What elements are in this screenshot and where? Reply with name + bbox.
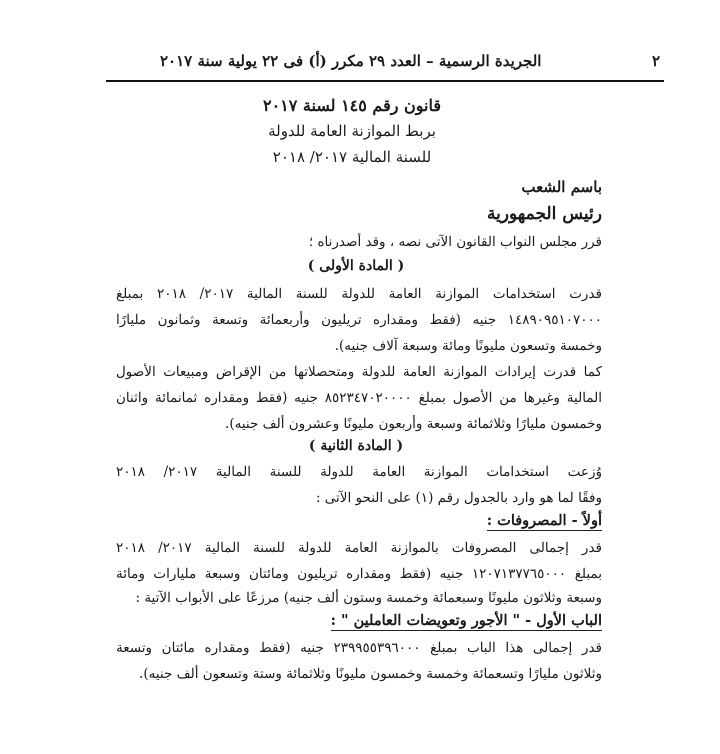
- article1-revenue-line: المالية وغيرها من الأصول بمبلغ ٨٥٢٣٤٧٠٢٠٠٠٠ جنيه (فقط ومقداره ثمانمائة واثنان: [116, 390, 602, 406]
- article1-heading: ( المادة الأولى ): [307, 258, 405, 274]
- page-header: [160, 46, 660, 76]
- decree-line: قرر مجلس النواب القانون الآتى نصه ، وقد أصدرناه ؛: [308, 234, 602, 250]
- president-heading: رئيس الجمهورية: [486, 204, 602, 224]
- article1-revenue-line: كما قدرت إيرادات الموازنة العامة للدولة ومتحصلاتها من الإقراض ومبيعات الأصول: [116, 364, 602, 380]
- in-the-name-of-people: باسم الشعب: [521, 178, 602, 196]
- expenditures-line: وسبعة وثلاثون مليونًا وسبعمائة وخمسة وستون ألف جنيه) مرزعًا على الأبواب الآتية :: [135, 590, 602, 606]
- header-divider: [106, 80, 664, 82]
- article2-heading: ( المادة الثانية ): [308, 438, 404, 454]
- article1-line: وخمسة وتسعون مليونًا ومائة وسبعة آلاف جنيه).: [334, 338, 602, 354]
- chapter1-heading: الباب الأول - " الأجور وتعويضات العاملين " :: [330, 612, 602, 629]
- article1-line: ١٤٨٩٠٩٥١٠٧٠٠٠ جنيه (فقط ومقداره تريليون وأربعمائة وتسعة وثمانون مليارًا: [116, 312, 602, 328]
- expenditures-heading: أولاً - المصروفات :: [486, 512, 602, 529]
- chapter1-line: وثلاثون مليارًا وتسعمائة وخمسة وخمسون مليونًا وثلاثمائة وستة وتسعون ألف جنيه).: [139, 666, 602, 682]
- article2-line: وُزعت استخدامات الموازنة العامة للدولة للسنة المالية ٢٠١٧/ ٢٠١٨: [116, 464, 602, 480]
- chapter1-line: قدر إجمالى هذا الباب بمبلغ ٢٣٩٩٥٥٣٩٦٠٠٠ جنيه (فقط ومقداره مائتان وتسعة: [116, 640, 602, 656]
- law-subtitle-line1: بربط الموازنة العامة للدولة: [268, 122, 436, 140]
- law-subtitle-line2: للسنة المالية ٢٠١٧/ ٢٠١٨: [272, 148, 432, 166]
- article2-line: وفقًا لما هو وارد بالجدول رقم (١) على النحو الآتى :: [315, 490, 602, 506]
- article1-line: قدرت استخدامات الموازنة العامة للدولة للسنة المالية ٢٠١٧/ ٢٠١٨ بمبلغ: [116, 286, 602, 302]
- article1-revenue-line: وخمسون مليارًا وثلاثمائة وسبعة وأربعون مليونًا وعشرون ألف جنيه).: [225, 416, 602, 432]
- expenditures-line: بمبلغ ١٢٠٧١٣٧٧٦٥٠٠٠ جنيه (فقط ومقداره تريليون ومائتان وسبعة مليارات ومائة: [116, 566, 602, 582]
- law-title: قانون رقم ١٤٥ لسنة ٢٠١٧: [262, 96, 441, 115]
- page-number: ٢: [651, 52, 660, 70]
- expenditures-line: قدر إجمالى المصروفات بالموازنة العامة للدولة للسنة المالية ٢٠١٧/ ٢٠١٨: [116, 540, 602, 556]
- gazette-header-title: الجريدة الرسمية – العدد ٢٩ مكرر (أ) فى ٢٢ يولية سنة ٢٠١٧: [160, 52, 542, 70]
